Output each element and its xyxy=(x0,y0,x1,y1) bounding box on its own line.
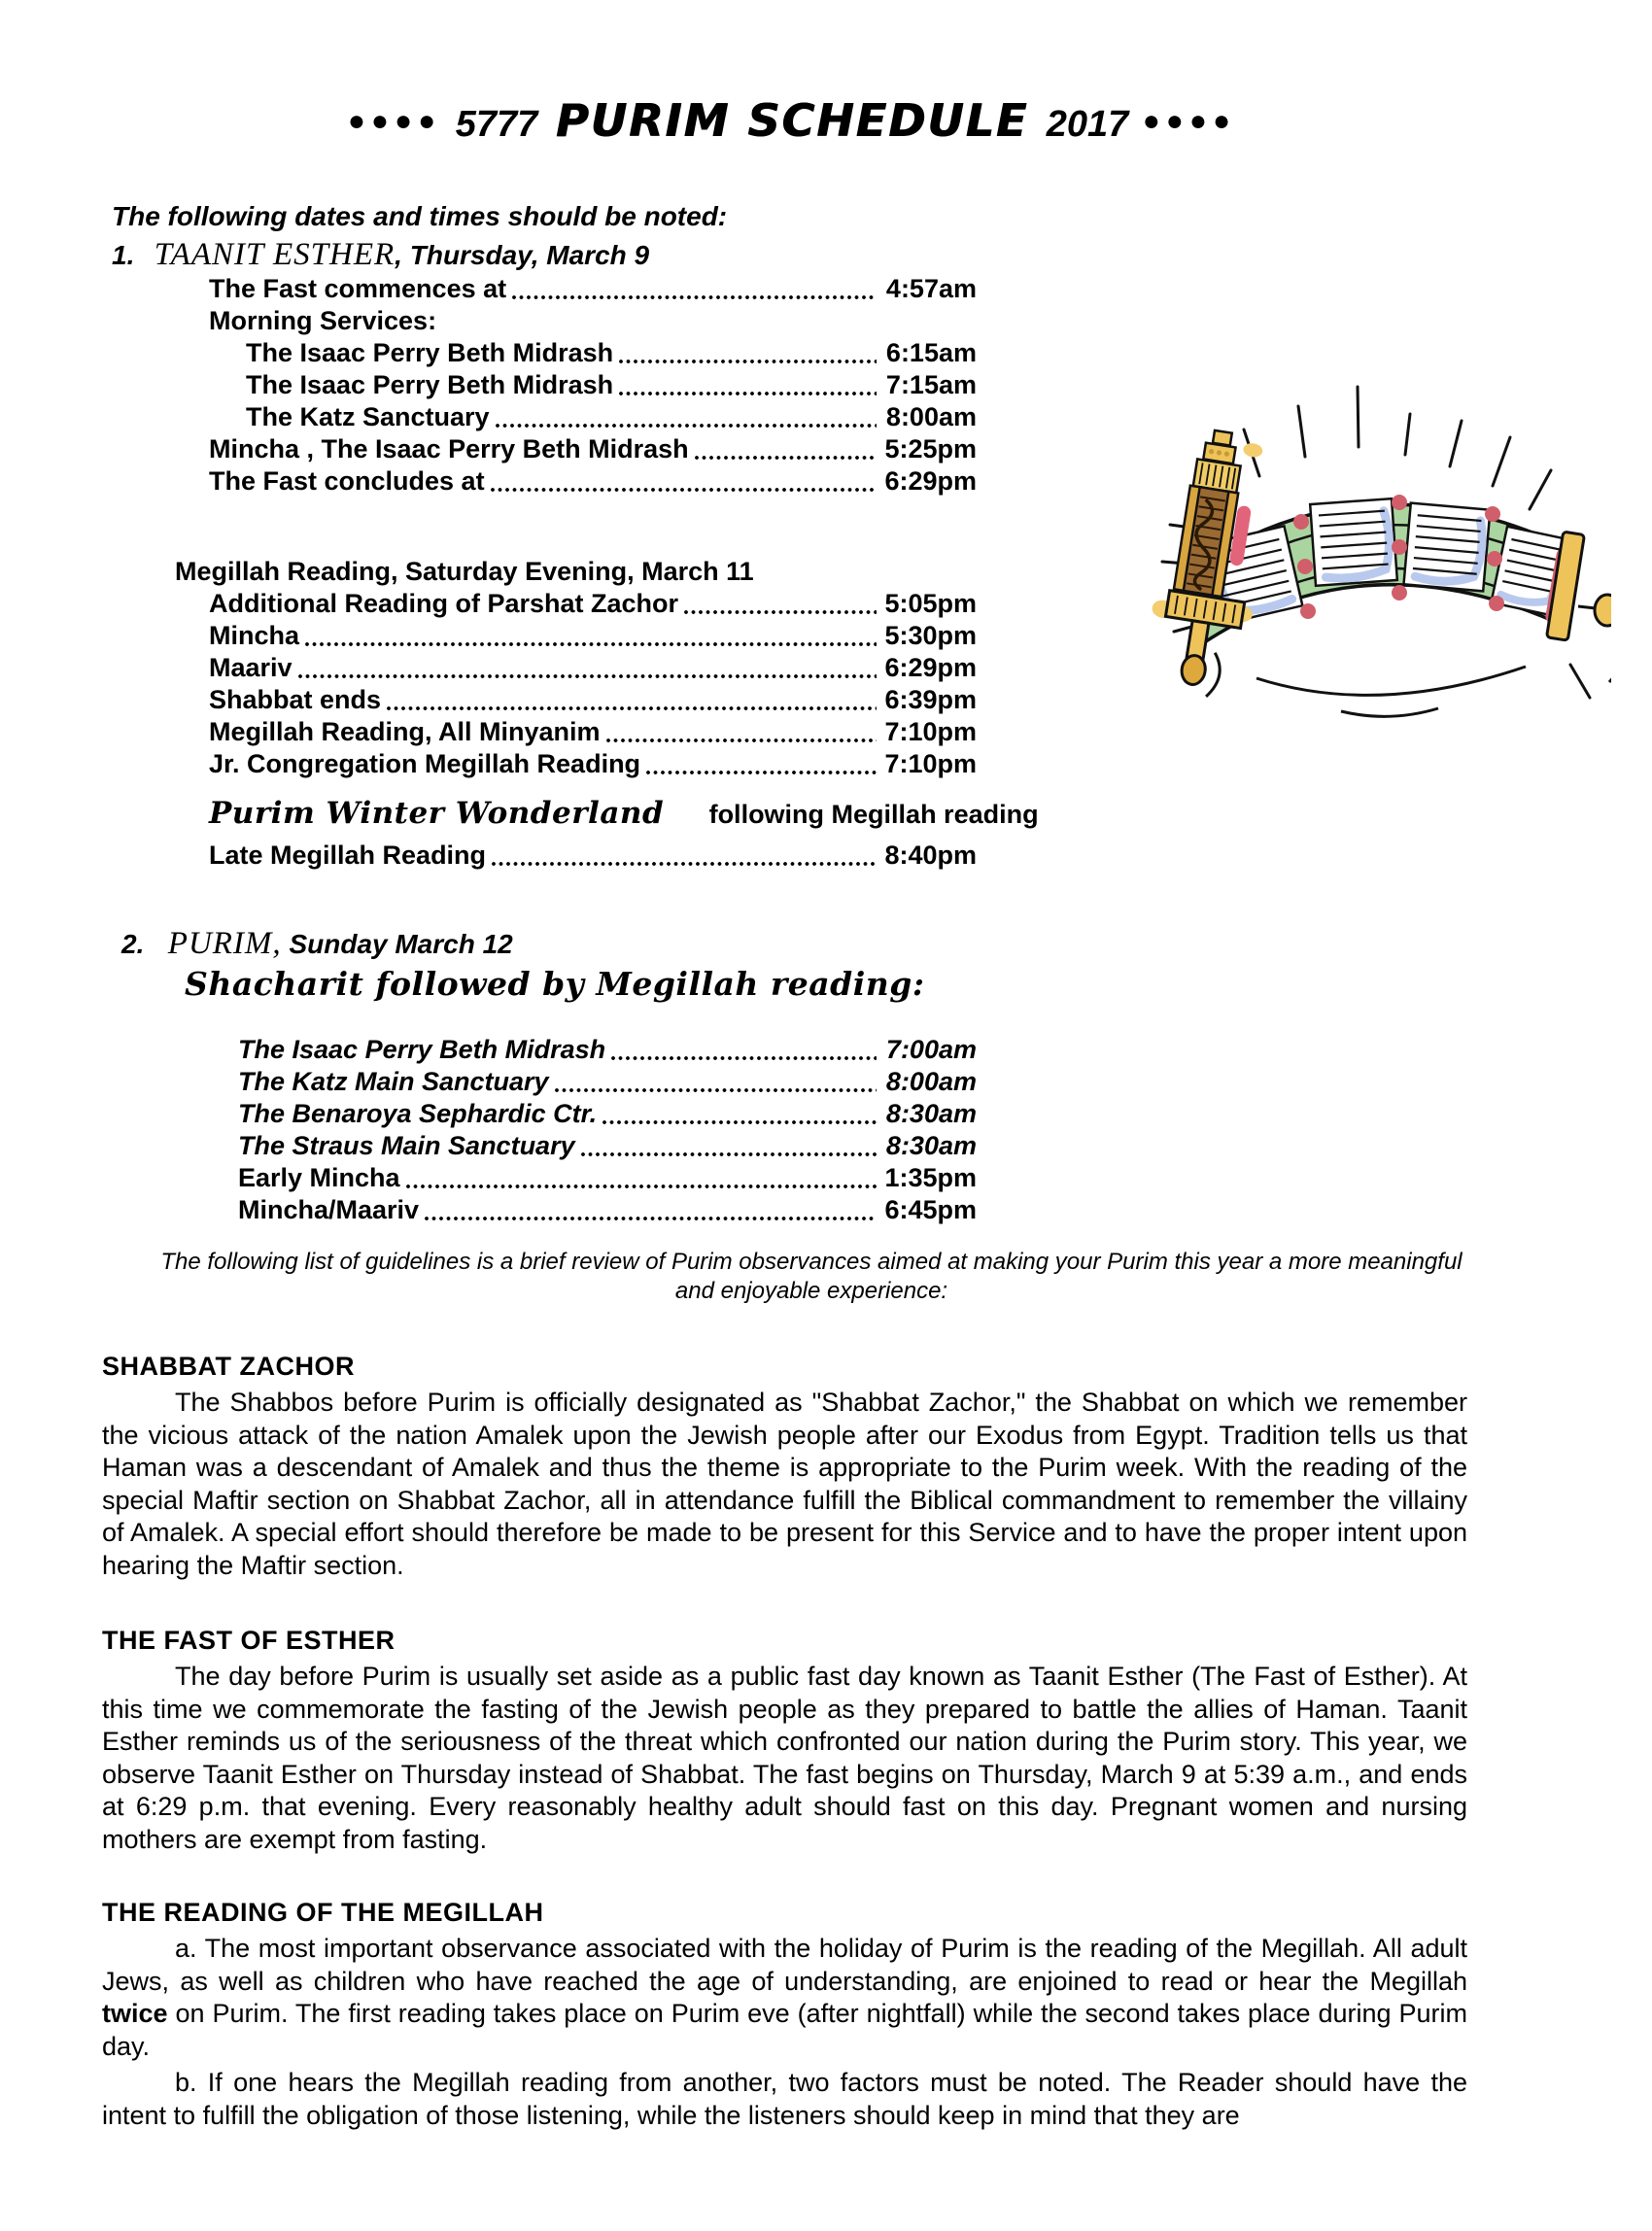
section1-heading xyxy=(112,237,1652,273)
schedule-label: Mincha xyxy=(209,621,300,650)
schedule-time: 8:00am xyxy=(885,402,977,431)
dotted-leader xyxy=(495,423,877,429)
section2-name: PURIM, xyxy=(167,926,282,961)
schedule-row xyxy=(0,465,977,498)
dotted-leader xyxy=(511,294,877,300)
schedule-label: Early Mincha xyxy=(238,1163,400,1192)
article-heading: THE READING OF THE MEGILLAH xyxy=(102,1898,544,1927)
article-reading-megillah xyxy=(102,1897,1467,2132)
hebrew-year: 5777 xyxy=(455,104,538,145)
schedule-time: 6:15am xyxy=(885,338,977,367)
dotted-leader xyxy=(424,1216,877,1221)
decorative-dots-right: ●●●● xyxy=(1142,105,1237,137)
article-paragraph: The day before Purim is usually set aside as a public fast day known as Taanit Esther (The Fast of Esther). At this time we commemorate the fasting of the Jewish people as they prepared to battle the allies of Haman. Taanit Esther reminds us of the seriousness of the threat which confronted our nation during the Purim story. This year, we observe Taanit Esther on Thursday instead of Shabbat. The fast begins on Thursday, March 9 at 5:39 a.m., and ends at 6:29 p.m. that evening. Every reasonably healthy adult should fast on this day. Pregnant women and nursing mothers are exempt from fasting. xyxy=(102,1662,1467,1854)
dotted-leader xyxy=(645,770,877,775)
schedule-label: The Fast concludes at xyxy=(209,466,485,496)
schedule-row xyxy=(0,684,977,716)
article-fast-of-esther xyxy=(102,1625,1467,1856)
schedule-row xyxy=(0,652,977,684)
schedule-row xyxy=(0,1130,977,1162)
schedule-label: The Isaac Perry Beth Midrash xyxy=(246,370,614,399)
civil-year: 2017 xyxy=(1046,104,1129,145)
winter-wonderland-note: following Megillah reading xyxy=(708,800,1039,829)
late-reading-schedule xyxy=(0,840,977,872)
schedule-row xyxy=(0,1194,977,1226)
section2-schedule xyxy=(0,1034,977,1226)
intro-line: The following dates and times should be noted: xyxy=(112,201,728,231)
schedule-time: 1:35pm xyxy=(884,1163,977,1192)
schedule-time: 6:39pm xyxy=(884,685,977,714)
schedule-label: The Fast commences at xyxy=(209,274,507,303)
schedule-row xyxy=(0,840,977,872)
dotted-leader xyxy=(618,359,877,364)
schedule-time: 8:30am xyxy=(885,1099,977,1128)
schedule-row xyxy=(0,1066,977,1098)
article-shabbat-zachor xyxy=(102,1351,1467,1582)
schedule-row xyxy=(0,401,977,433)
megillah-evening-schedule xyxy=(0,588,977,780)
schedule-label: The Isaac Perry Beth Midrash xyxy=(238,1035,606,1064)
schedule-label: The Katz Sanctuary xyxy=(246,402,490,431)
schedule-time: 7:00am xyxy=(885,1035,977,1064)
schedule-row xyxy=(0,620,977,652)
schedule-time: 5:25pm xyxy=(884,434,977,463)
schedule-time: 7:10pm xyxy=(884,717,977,746)
schedule-time: 6:45pm xyxy=(884,1195,977,1224)
schedule-label: Maariv xyxy=(209,653,293,682)
dotted-leader xyxy=(605,738,877,743)
megillah-scroll-illustration xyxy=(1135,377,1611,758)
schedule-row xyxy=(0,716,977,748)
schedule-label: The Straus Main Sanctuary xyxy=(238,1131,575,1160)
schedule-time: 7:15am xyxy=(885,370,977,399)
dotted-leader xyxy=(618,391,877,396)
dotted-leader xyxy=(386,705,877,711)
dotted-leader xyxy=(554,1087,877,1093)
schedule-label: Mincha , The Isaac Perry Beth Midrash xyxy=(209,434,689,463)
schedule-row xyxy=(0,369,977,401)
schedule-label: The Isaac Perry Beth Midrash xyxy=(246,338,614,367)
dotted-leader xyxy=(580,1151,877,1157)
schedule-row xyxy=(0,273,977,305)
section2-subtitle: Shacharit followed by Megillah reading: xyxy=(185,965,925,1003)
section2-heading xyxy=(121,926,1652,962)
paragraph-a-post: on Purim. The first reading takes place on Purim eve (after nightfall) while the second takes place during Purim day. xyxy=(102,1999,1467,2061)
schedule-time: 5:05pm xyxy=(884,589,977,618)
section1-name: TAANIT ESTHER xyxy=(154,237,396,272)
schedule-label: Shabbat ends xyxy=(209,685,382,714)
section1-date: , Thursday, March 9 xyxy=(395,240,650,270)
schedule-row xyxy=(0,1098,977,1130)
schedule-row xyxy=(0,588,977,620)
schedule-row xyxy=(0,748,977,780)
schedule-time: 8:00am xyxy=(885,1067,977,1096)
article-paragraph xyxy=(102,1933,1467,2063)
schedule-label: Additional Reading of Parshat Zachor xyxy=(209,589,679,618)
guidelines-note: The following list of guidelines is a brief review of Purim observances aimed at making your Purim this year a more meaningful and enjoyable experience: xyxy=(160,1249,1463,1304)
article-heading: SHABBAT ZACHOR xyxy=(102,1352,355,1381)
dotted-leader xyxy=(297,673,877,679)
schedule-time: 8:40pm xyxy=(884,841,977,870)
article-heading: THE FAST OF ESTHER xyxy=(102,1626,396,1655)
schedule-time: 7:10pm xyxy=(884,749,977,778)
dotted-leader xyxy=(683,609,877,615)
article-paragraph: The Shabbos before Purim is officially designated as "Shabbat Zachor," the Shabbat on which we remember the vicious attack of the nation Amalek upon the Jewish people after our Exodus from Egypt. Tradition tells us that Haman was a descendant of Amalek and thus the theme is appropriate to the Purim week. With the reading of the special Maftir section on Shabbat Zachor, all in attendance fulfill the Biblical commandment to remember the villainy of Amalek. A special effort should therefore be made to be present for this Service and to have the proper intent upon hearing the Maftir section. xyxy=(102,1388,1467,1580)
schedule-row xyxy=(0,305,977,337)
paragraph-a-bold-word: twice xyxy=(102,1999,168,2028)
article-paragraph: b. If one hears the Megillah reading from another, two factors must be noted. The Reader should have the intent to fulfill the obligation of those listening, while the listeners should keep in mind that they are xyxy=(102,2068,1467,2130)
schedule-row xyxy=(0,337,977,369)
schedule-time: 6:29pm xyxy=(884,466,977,496)
section1-schedule xyxy=(0,273,977,498)
dotted-leader xyxy=(405,1184,877,1189)
paragraph-a-pre: a. The most important observance associated with the holiday of Purim is the reading of the Megillah. All adult Jews, as well as children who have reached the age of understanding, are enjoined to read or hear the Megillah xyxy=(102,1934,1467,1996)
section2-number: 2. xyxy=(121,929,145,959)
schedule-label: The Benaroya Sephardic Ctr. xyxy=(238,1099,598,1128)
schedule-label: Late Megillah Reading xyxy=(209,841,487,870)
section2-date: Sunday March 12 xyxy=(281,929,513,959)
dotted-leader xyxy=(304,641,877,647)
title-text: PURIM SCHEDULE xyxy=(555,94,1029,147)
schedule-label: Morning Services: xyxy=(209,306,437,335)
schedule-time: 8:30am xyxy=(885,1131,977,1160)
schedule-time: 4:57am xyxy=(885,274,977,303)
decorative-dots-left: ●●●● xyxy=(347,105,442,137)
schedule-time: 5:30pm xyxy=(884,621,977,650)
schedule-label: The Katz Main Sanctuary xyxy=(238,1067,549,1096)
schedule-row xyxy=(0,1034,977,1066)
section1-number: 1. xyxy=(112,240,135,270)
purim-schedule-page xyxy=(0,93,1652,2231)
winter-wonderland-name: Purim Winter Wonderland xyxy=(209,796,665,831)
dotted-leader xyxy=(491,861,877,867)
schedule-row xyxy=(0,1162,977,1194)
schedule-time: 6:29pm xyxy=(884,653,977,682)
schedule-label: Mincha/Maariv xyxy=(238,1195,420,1224)
winter-wonderland-line xyxy=(209,793,1652,840)
dotted-leader xyxy=(602,1119,877,1125)
megillah-evening-heading: Megillah Reading, Saturday Evening, March 11 xyxy=(175,557,754,586)
schedule-row xyxy=(0,433,977,465)
dotted-leader xyxy=(694,455,877,461)
schedule-label: Megillah Reading, All Minyanim xyxy=(209,717,601,746)
schedule-label: Jr. Congregation Megillah Reading xyxy=(209,749,641,778)
dotted-leader xyxy=(490,487,877,493)
dotted-leader xyxy=(610,1055,877,1061)
document-title xyxy=(0,93,1618,159)
